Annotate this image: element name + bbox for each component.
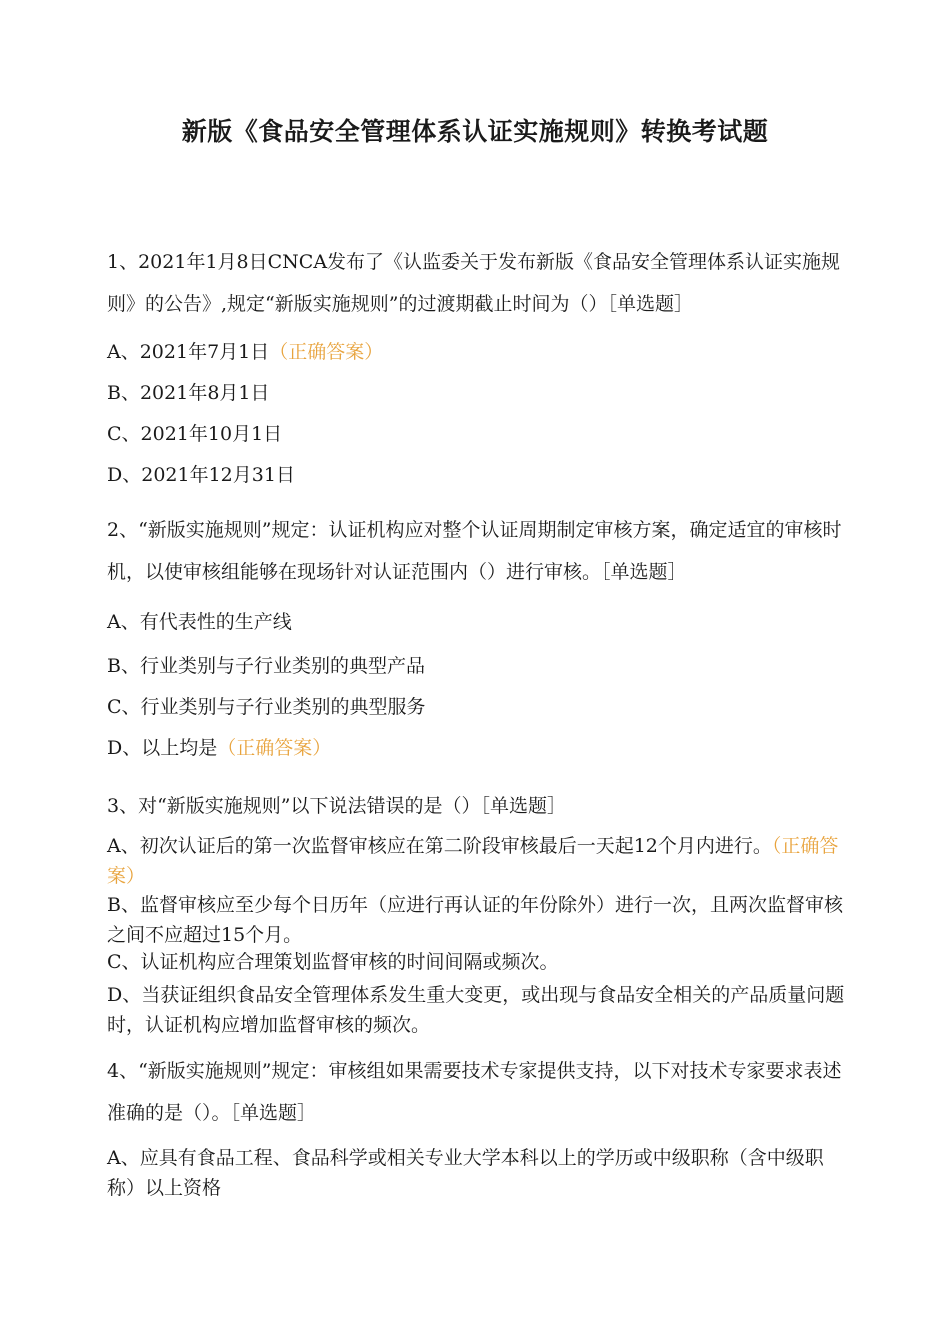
question-1-option-a xyxy=(107,337,847,367)
question-1-option-d: D、2021年12月31日 xyxy=(107,464,295,486)
option-text: A、2021年7月1日 xyxy=(107,341,270,363)
page-title: 新版《食品安全管理体系认证实施规则》转换考试题 xyxy=(181,117,769,146)
question-3-option-d: D、当获证组织食品安全管理体系发生重大变更，或出现与食品安全相关的产品质量问题时，认证机构应增加监督审核的频次。 xyxy=(107,984,845,1036)
correct-answer-label: （正确答案） xyxy=(217,737,332,759)
option-text: D、以上均是 xyxy=(107,737,218,759)
question-3-option-c: C、认证机构应合理策划监督审核的时间间隔或频次。 xyxy=(107,951,559,973)
question-1-option-b: B、2021年8月1日 xyxy=(107,382,270,404)
question-2-option-b: B、行业类别与子行业类别的典型产品 xyxy=(107,655,425,677)
question-2-option-d xyxy=(107,733,847,763)
question-1-option-c: C、2021年10月1日 xyxy=(107,423,283,445)
correct-answer-label: （正确答案） xyxy=(269,341,384,363)
question-3-text: 3、对“新版实施规则”以下说法错误的是（）［单选题］ xyxy=(107,795,567,817)
question-2-text: 2、“新版实施规则”规定：认证机构应对整个认证周期制定审核方案，确定适宜的审核时机，以使审核组能够在现场针对认证范围内（）进行审核。［单选题］ xyxy=(107,519,842,583)
question-3-option-b: B、监督审核应至少每个日历年（应进行再认证的年份除外）进行一次，且两次监督审核之间不应超过15个月。 xyxy=(107,894,843,946)
question-2-option-c: C、行业类别与子行业类别的典型服务 xyxy=(107,696,426,718)
question-4-text: 4、“新版实施规则”规定：审核组如果需要技术专家提供支持，以下对技术专家要求表述准确的是（）。［单选题］ xyxy=(107,1060,842,1124)
correct-answer-label: （正确答案） xyxy=(107,835,839,887)
question-4-option-a: A、应具有食品工程、食品科学或相关专业大学本科以上的学历或中级职称（含中级职称）以上资格 xyxy=(107,1147,824,1199)
question-1-text: 1、2021年1月8日CNCA发布了《认监委关于发布新版《食品安全管理体系认证实施规则》的公告》,规定“新版实施规则”的过渡期截止时间为（）［单选题］ xyxy=(107,251,841,315)
question-2-option-a: A、有代表性的生产线 xyxy=(107,611,292,633)
option-text: A、初次认证后的第一次监督审核应在第二阶段审核最后一天起12个月内进行。 xyxy=(107,835,772,857)
question-3-option-a xyxy=(107,831,847,891)
